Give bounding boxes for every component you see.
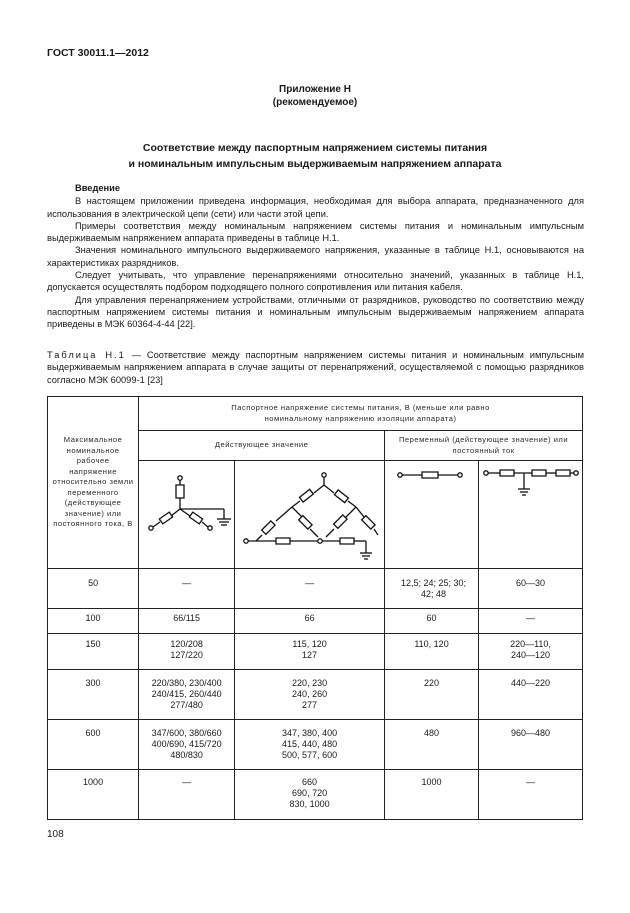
max-voltage-header-cell xyxy=(48,397,139,569)
appendix-title: Приложение Н xyxy=(279,84,351,95)
max-voltage-cell: 150 xyxy=(48,634,139,670)
value-cell: — xyxy=(479,770,583,820)
value-cell: 1000 xyxy=(385,770,479,820)
diagram-single-phase-cell xyxy=(385,461,479,569)
table-caption-label: Таблица Н.1 xyxy=(47,350,126,360)
appendix-status: (рекомендуемое) xyxy=(272,97,358,108)
rated-voltage-group-header: Паспортное напряжение системы питания, В (меньше или равно номинальному напряжению изоляции аппарата) xyxy=(231,403,490,423)
table-caption-text: — Соответствие между паспортным напряжением системы питания и номинальным импульсным выдерживаемым напряжением аппарата в случае защиты от перенапряжений, осуществляемой с помощью разрядников согласно МЭК 60099-1 [23] xyxy=(47,350,584,385)
title-line-2: и номинальным импульсным выдерживаемым напряжением аппарата xyxy=(128,158,502,170)
appendix-heading xyxy=(0,83,630,109)
rated-voltage-group-cell xyxy=(139,397,583,431)
standard-header: ГОСТ 30011.1—2012 xyxy=(47,47,149,59)
value-cell: 110, 120 xyxy=(385,634,479,670)
value-cell: — xyxy=(235,569,385,609)
value-cell: 60 xyxy=(385,609,479,634)
intro-paragraph: Для управления перенапряжением устройствами, отличными от разрядников, руководство по соответствию между паспортным напряжением системы питания и номинальным импульсным выдерживаемым напряжением аппарата приведены в МЭК 60364-4-44 [22]. xyxy=(47,294,584,330)
intro-paragraph: В настоящем приложении приведена информация, необходимая для выбора аппарата, предназначенного для использования в электрической цепи (сети) или части этой цепи. xyxy=(47,196,584,219)
center-tap-diagram xyxy=(480,461,582,505)
document-title xyxy=(0,140,630,172)
table-row xyxy=(48,670,583,720)
value-cell: — xyxy=(139,770,235,820)
diagram-three-phase-delta-cell xyxy=(235,461,385,569)
voltage-table xyxy=(47,396,583,820)
table-row xyxy=(48,634,583,670)
intro-paragraph: Значения номинального импульсного выдерживаемого напряжения, указанные в таблице Н.1, основываются на характеристиках разрядников. xyxy=(47,245,584,268)
max-voltage-cell: 1000 xyxy=(48,770,139,820)
ac-dc-header: Переменный (действующее значение) или постоянный ток xyxy=(398,435,569,455)
page-number: 108 xyxy=(47,829,64,840)
value-cell: 960—480 xyxy=(479,720,583,770)
value-cell: 12,5; 24; 25; 30; 42; 48 xyxy=(385,569,479,609)
max-voltage-cell: 300 xyxy=(48,670,139,720)
intro-paragraph: Следует учитывать, что управление перенапряжениями относительно значений, указанных в таблице Н.1, допускается осуществлять подбором подходящего полного сопротивления или питания кабеля. xyxy=(47,270,584,293)
ac-header: Действующее значение xyxy=(214,440,309,450)
value-cell: — xyxy=(479,609,583,634)
value-cell: 120/208 127/220 xyxy=(139,634,235,670)
value-cell: 220, 230 240, 260 277 xyxy=(235,670,385,720)
value-cell: 660 690, 720 830, 1000 xyxy=(235,770,385,820)
value-cell: 66 xyxy=(235,609,385,634)
value-cell: 347/600, 380/660 400/690, 415/720 480/830 xyxy=(139,720,235,770)
table-row xyxy=(48,609,583,634)
three-phase-star-diagram xyxy=(140,461,234,551)
value-cell: 115, 120 127 xyxy=(235,634,385,670)
table-row xyxy=(48,770,583,820)
table-caption xyxy=(47,349,584,386)
value-cell: 60—30 xyxy=(479,569,583,609)
max-voltage-header: Максимальное номинальное рабочее напряжение относительно земли переменного (действующее значение) или постоянного тока, В xyxy=(52,435,134,529)
single-phase-diagram xyxy=(386,461,478,491)
value-cell: 347, 380, 400 415, 440, 480 500, 577, 600 xyxy=(235,720,385,770)
value-cell: 480 xyxy=(385,720,479,770)
ac-dc-header-cell xyxy=(385,431,583,461)
diagram-center-tap-cell xyxy=(479,461,583,569)
three-phase-delta-diagram xyxy=(236,461,384,565)
value-cell: 66/115 xyxy=(139,609,235,634)
max-voltage-cell: 100 xyxy=(48,609,139,634)
max-voltage-cell: 50 xyxy=(48,569,139,609)
max-voltage-cell: 600 xyxy=(48,720,139,770)
intro-heading: Введение xyxy=(75,183,121,193)
value-cell: — xyxy=(139,569,235,609)
value-cell: 440—220 xyxy=(479,670,583,720)
intro-section xyxy=(47,182,584,331)
intro-paragraph: Примеры соответствия между номинальным напряжением системы питания и номинальным импульсным выдерживаемым напряжением аппарата приведены в таблице Н.1. xyxy=(47,220,584,244)
title-line-1: Соответствие между паспортным напряжением системы питания xyxy=(142,142,488,154)
table-row xyxy=(48,569,583,609)
ac-header-cell xyxy=(139,431,385,461)
value-cell: 220—110, 240—120 xyxy=(479,634,583,670)
value-cell: 220 xyxy=(385,670,479,720)
table-row xyxy=(48,720,583,770)
diagram-three-phase-star-cell xyxy=(139,461,235,569)
value-cell: 220/380, 230/400 240/415, 260/440 277/480 xyxy=(139,670,235,720)
